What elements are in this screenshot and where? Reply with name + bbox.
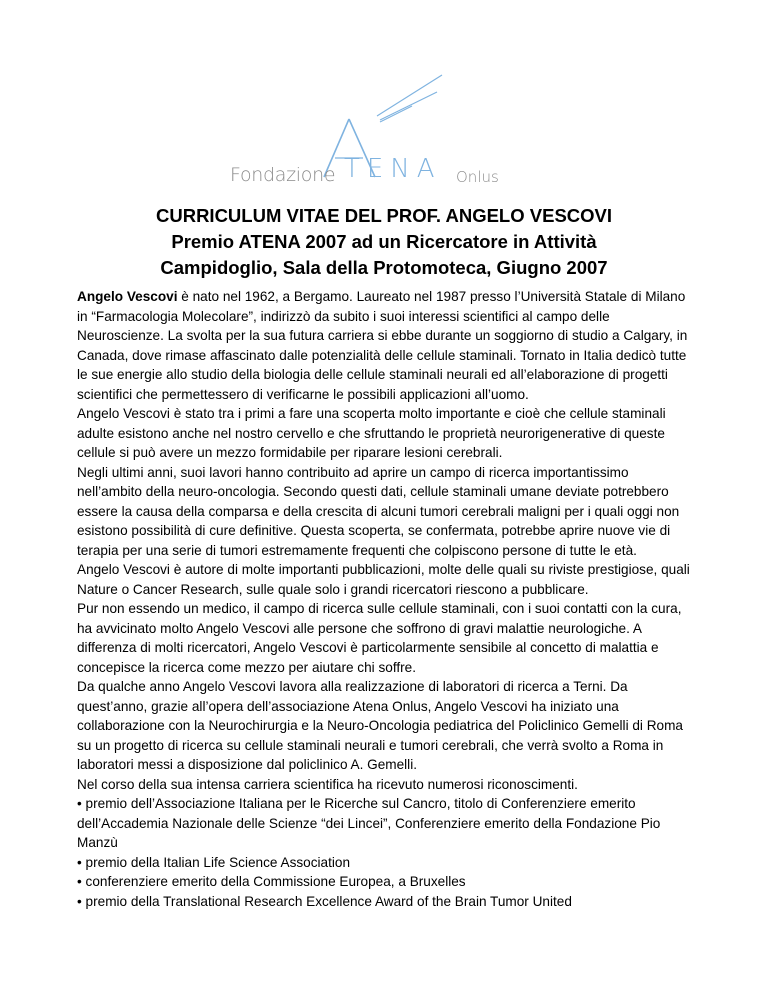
logo-fondazione-text: Fondazione bbox=[230, 164, 336, 186]
paragraph: Pur non essendo un medico, il campo di ricerca sulle cellule staminali, con i suoi contatti con la cura, ha avvicinato molto Angelo Vescovi alle persone che soffrono di gravi malattie neurologiche. A differenza di molti ricercatori, Angelo Vescovi è particolarmente sensibile al concetto di malattia e concepisce la ricerca come mezzo per aiutare chi soffre. bbox=[77, 601, 682, 675]
logo-brand-text: TENA bbox=[344, 154, 442, 184]
paragraph: Nel corso della sua intensa carriera scientifica ha ricevuto numerosi riconoscimenti. bbox=[77, 776, 578, 792]
subject-name: Angelo Vescovi bbox=[77, 289, 178, 304]
fondazione-atena-logo bbox=[230, 72, 540, 186]
paragraph: Angelo Vescovi è stato tra i primi a fare una scoperta molto importante e cioè che cellule staminali adulte esistono anche nel nostro cervello e che sfruttando le proprietà neurorigenerative di queste cellule si può avere un mezzo formidabile per riparare lesioni cerebrali. bbox=[77, 406, 666, 460]
paragraph: Negli ultimi anni, suoi lavori hanno contribuito ad aprire un campo di ricerca importantissimo nell’ambito della neuro-oncologia. Secondo questi dati, cellule staminali umane deviate potrebbero essere la causa della comparsa e della crescita di alcuni tumori cerebrali maligni per i quali oggi non esistono possibilità di cure definitive. Questa scoperta, se confermata, potrebbe aprire nuove vie di terapia per una serie di tumori estremamente frequenti che colpiscono persone di tutte le età. bbox=[77, 464, 680, 558]
paragraph: Da qualche anno Angelo Vescovi lavora alla realizzazione di laboratori di ricerca a Terni. Da quest’anno, grazie all’opera dell’associazione Atena Onlus, Angelo Vescovi ha iniziato una collaborazione con la Neurochirurgia e la Neuro-Oncologia pediatrica del Policlinico Gemelli di Roma su un progetto di ricerca su cellule staminali neurali e tumori cerebrali, che verrà svolto a Roma in laboratori messi a disposizione dal policlinico A. Gemelli. bbox=[77, 679, 683, 772]
paragraph: Angelo Vescovi è autore di molte importanti pubblicazioni, molte delle quali su riviste prestigiose, quali Nature o Cancer Research, sulle quale solo i grandi ricercatori riescono a pubblicare. bbox=[77, 562, 690, 597]
paragraph bbox=[77, 287, 697, 404]
award-bullet: • premio della Italian Life Science Association bbox=[77, 853, 697, 873]
document-event-line: Campidoglio, Sala della Protomoteca, Giugno 2007 bbox=[160, 257, 608, 278]
document-body bbox=[77, 287, 697, 911]
paragraph-text: è nato nel 1962, a Bergamo. Laureato nel 1987 presso l’Università Statale di Milano in “Farmacologia Molecolare”, indirizzò da subito i suoi interessi scientifici al campo delle Neuroscienze. La svolta per la sua futura carriera si ebbe durante un soggiorno di studio a Calgary, in Canada, dove rimase affascinato dalle potenzialità delle cellule staminali. Tornato in Italia dedicò tutte le sue energie allo studio della biologia delle cellule staminali neurali ed all’elaborazione di progetti scientifici che permettessero di verificarne le possibili applicazioni all’uomo. bbox=[77, 289, 688, 402]
logo-streak bbox=[377, 75, 442, 116]
document-title: CURRICULUM VITAE DEL PROF. ANGELO VESCOVI bbox=[155, 205, 613, 226]
logo-streak bbox=[380, 106, 412, 122]
logo-onlus-text: Onlus bbox=[456, 168, 499, 186]
document-headings bbox=[0, 203, 768, 281]
award-bullet: • premio della Translational Research Excellence Award of the Brain Tumor United bbox=[77, 892, 697, 912]
award-bullet: • premio dell’Associazione Italiana per le Ricerche sul Cancro, titolo di Conferenziere emerito dell’Accademia Nazionale delle Scienze “dei Lincei”, Conferenziere emerito della Fondazione Pio Manzù bbox=[77, 794, 697, 853]
document-subtitle: Premio ATENA 2007 ad un Ricercatore in Attività bbox=[171, 231, 597, 252]
award-bullet: • conferenziere emerito della Commissione Europea, a Bruxelles bbox=[77, 872, 697, 892]
